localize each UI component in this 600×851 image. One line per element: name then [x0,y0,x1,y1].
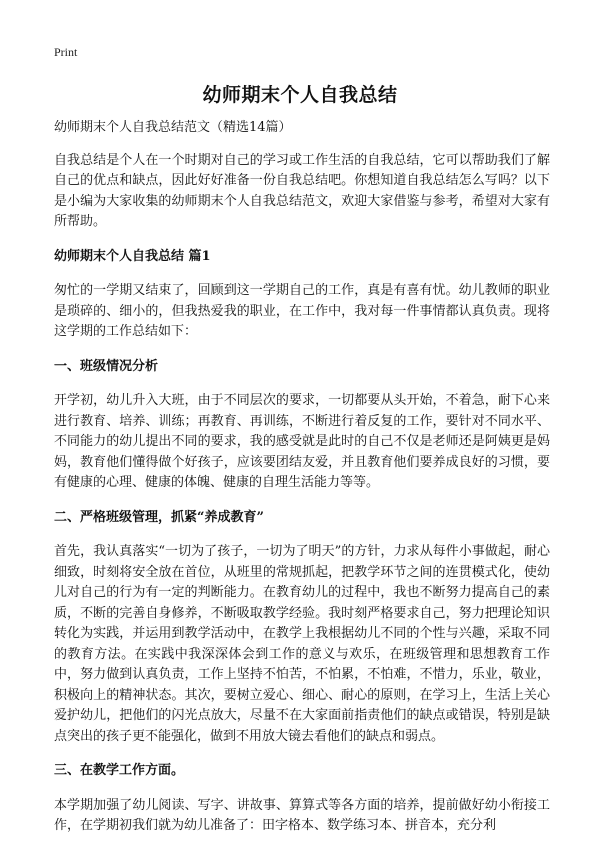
intro-paragraph: 自我总结是个人在一个时期对自己的学习或工作生活的自我总结，它可以帮助我们了解自己的优点和缺点，因此好好准备一份自我总结吧。你想知道自我总结怎么写吗？以下是小编为大家收集的幼师期末个人自我总结范文，欢迎大家借鉴与参考，希望对大家有所帮助。 [54,152,550,229]
document-subtitle: 幼师期末个人自我总结范文（精选14篇） [54,120,292,135]
page-title: 幼师期末个人自我总结 [202,84,398,106]
part-intro-paragraph: 匆忙的一学期又结束了，回顾到这一学期自己的工作，真是有喜有忧。幼儿教师的职业是琐碎的、细小的，但我热爱我的职业，在工作中，我对每一件事情都认真负责。现将这学期的工作总结如下： [54,283,550,339]
document-body [54,118,550,851]
section-body-teaching-work: 本学期加强了幼儿阅读、写字、讲故事、算算式等各方面的培养，提前做好幼小衔接工作，在学期初我们就为幼儿准备了：田字格本、数学练习本、拼音本，充分利 [54,797,550,833]
section-body-class-analysis: 开学初，幼儿升入大班，由于不同层次的要求，一切都要从头开始，不着急，耐下心来进行教育、培养、训练；再教育、再训练，不断进行着反复的工作，要针对不同水平、不同能力的幼儿提出不同的要求，我的感受就是此时的自己不仅是老师还是阿姨更是妈妈，教育他们懂得做个好孩子，应该要团结友爱，并且教育他们要养成良好的习惯，要有健康的心理、健康的体魄、健康的自理生活能力等等。 [54,393,550,490]
section-heading-class-management: 二、严格班级管理，抓紧“养成教育” [54,509,264,525]
section-body-class-management: 首先，我认真落实“一切为了孩子，一切为了明天”的方针，力求从每件小事做起，耐心细致，时刻将安全放在首位，从班里的常规抓起，把教学环节之间的连贯模式化，使幼儿对自己的行为有一定的判断能力。在教育幼儿的过程中，我也不断努力提高自己的素质，不断的完善自身修养，不断吸取教学经验。我时刻严格要求自己，努力把理论知识转化为实践，并运用到教学活动中，在教学上我根据幼儿不同的个性与兴趣，采取不同的教育方法。在实践中我深深体会到工作的意义与欢乐，在班级管理和思想教育工作中，努力做到认真负责，工作上坚持不怕苦，不怕累，不怕难，不惜力，乐业，敬业，积极向上的精神状态。其次，要树立爱心、细心、耐心的原则，在学习上，生活上关心爱护幼儿，把他们的闪光点放大，尽量不在大家面前指责他们的缺点或错误，特别是缺点突出的孩子更不能强化，做到不用放大镜去看他们的缺点和弱点。 [54,544,550,744]
part-heading: 幼师期末个人自我总结 篇1 [54,248,211,264]
print-label: Print [54,45,78,59]
section-heading-teaching-work: 三、在教学工作方面。 [54,763,185,778]
section-heading-class-analysis: 一、班级情况分析 [54,358,159,374]
